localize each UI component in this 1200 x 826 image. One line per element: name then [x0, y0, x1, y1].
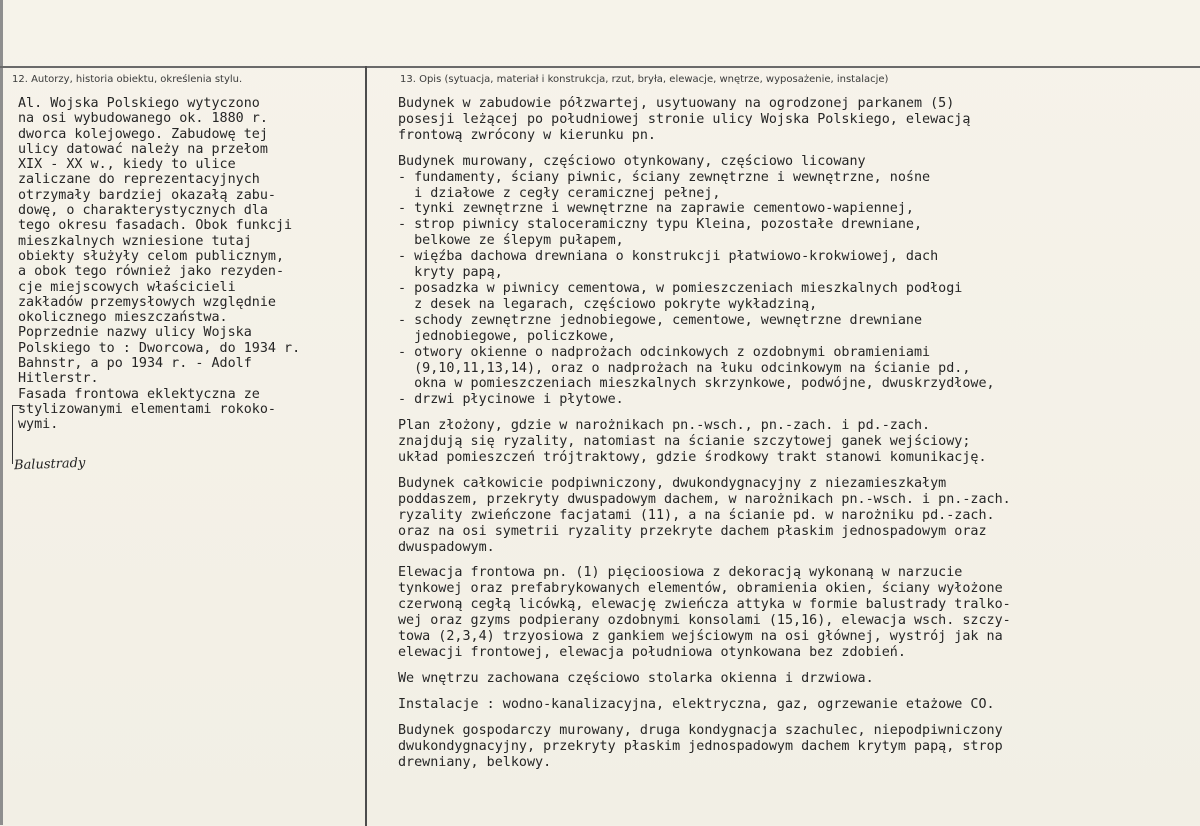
description-line: jednobiegowe, policzkowe, — [398, 328, 616, 344]
handwritten-bracket — [12, 405, 22, 464]
description-line: - schody zewnętrzne jednobiegowe, cementowe, wewnętrzne drewniane — [398, 312, 923, 328]
history-line: otrzymały bardziej okazałą zabu- — [18, 187, 276, 203]
description-line: - więźba dachowa drewniana o konstrukcji płatwiowo-krokwiowej, dach — [398, 249, 939, 265]
description-line: Budynek całkowicie podpiwniczony, dwukondygnacyjny z niezamieszkałym — [398, 475, 947, 491]
description-line: elewacji frontowej, elewacja południowa otynkowana bez zdobień. — [398, 645, 906, 660]
description-line: - tynki zewnętrzne i wewnętrzne na zaprawie cementowo-wapiennej, — [398, 201, 914, 217]
history-line: Bahnstr, a po 1934 r. - Adolf — [18, 356, 252, 372]
description-line: czerwoną cegłą licówką, elewację zwieńcza attyka w formie balustrady tralko- — [398, 597, 1011, 613]
description-line: poddaszem, przekryty dwuspadowym dachem, w narożnikach pn.-wsch. i pn.-zach. — [398, 491, 1011, 507]
history-line: zakładów przemysłowych względnie — [18, 294, 276, 310]
description-line: - posadzka w piwnicy cementowa, w pomieszczeniach mieszkalnych podłogi — [398, 280, 963, 296]
description-line: - fundamenty, ściany piwnic, ściany zewnętrzne i wewnętrzne, nośne — [398, 169, 931, 185]
history-line: obiekty służyły celom publicznym, — [18, 248, 285, 264]
history-line: Fasada frontowa eklektyczna ze — [18, 386, 260, 402]
description-paragraph — [398, 723, 1168, 771]
description-paragraph — [398, 96, 1168, 144]
description-line: - strop piwnicy staloceramiczny typu Kleina, pozostałe drewniane, — [398, 217, 923, 233]
history-line: Al. Wojska Polskiego wytyczono — [18, 96, 260, 111]
description-text — [398, 96, 1168, 780]
description-line: kryty papą, — [398, 265, 503, 281]
description-line: z desek na legarach, częściowo pokryte wykładziną, — [398, 296, 818, 312]
description-line: dwuspadowym. — [398, 539, 495, 555]
description-line: frontową zwrócony w kierunku pn. — [398, 127, 656, 143]
description-line: dwukondygnacyjny, przekryty płaskim jednospadowym dachem krytym papą, strop — [398, 738, 1003, 754]
history-line: tego okresu fasadach. Obok funkcji — [18, 218, 293, 234]
description-line: układ pomieszczeń trójtraktowy, gdzie środkowy trakt stanowi komunikację. — [398, 450, 987, 466]
description-line: ryzality zwieńczone facjatami (11), a na ścianie pd. w narożniku pd.-zach. — [398, 507, 995, 523]
column-divider — [365, 66, 367, 826]
description-paragraph — [398, 565, 1168, 660]
history-line: Poprzednie nazwy ulicy Wojska — [18, 325, 252, 341]
header-description: 13. Opis (sytuacja, materiał i konstrukcja, rzut, bryła, elewacje, wnętrze, wyposażenie, instalacje) — [400, 74, 889, 85]
history-line: na osi wybudowanego ok. 1880 r. — [18, 111, 268, 127]
description-line: Instalacje : wodno-kanalizacyjna, elektryczna, gaz, ogrzewanie etażowe CO. — [398, 696, 995, 712]
history-line: dowę, o charakterystycznych dla — [18, 203, 268, 219]
description-line: Plan złożony, gdzie w narożnikach pn.-wsch., pn.-zach. i pd.-zach. — [398, 418, 931, 434]
description-line: towa (2,3,4) trzyosiowa z gankiem wejściowym na osi głównej, wystrój jak na — [398, 629, 1003, 645]
header-rule — [0, 66, 1200, 68]
history-line: cje miejscowych właścicieli — [18, 279, 236, 295]
description-line: znajdują się ryzality, natomiast na ścianie szczytowej ganek wejściowy; — [398, 434, 971, 450]
description-line: - otwory okienne o nadprożach odcinkowych z ozdobnymi obramieniami — [398, 344, 931, 360]
description-line: Budynek gospodarczy murowany, druga kondygnacja szachulec, niepodpiwniczony — [398, 722, 1003, 738]
history-line: mieszkalnych wzniesione tutaj — [18, 233, 252, 249]
description-paragraph — [398, 671, 1168, 687]
description-line: posesji leżącej po południowej stronie ulicy Wojska Polskiego, elewacją — [398, 111, 971, 127]
history-line: dworca kolejowego. Zabudowę tej — [18, 126, 268, 142]
description-paragraph — [398, 418, 1168, 466]
history-line: okolicznego mieszczaństwa. — [18, 310, 228, 326]
description-paragraph — [398, 154, 1168, 409]
card-left-edge — [0, 0, 3, 825]
description-paragraph — [398, 697, 1168, 713]
history-line: XIX - XX w., kiedy to ulice — [18, 157, 236, 173]
description-paragraph — [398, 476, 1168, 556]
description-line: We wnętrzu zachowana częściowo stolarka okienna i drzwiowa. — [398, 670, 874, 686]
history-line: wymi. — [18, 417, 59, 433]
description-line: okna w pomieszczeniach mieszkalnych skrzynkowe, podwójne, dwuskrzydłowe, — [398, 376, 995, 392]
handwritten-note: Balustrady — [13, 455, 86, 474]
history-text — [18, 96, 363, 433]
description-line: (9,10,11,13,14), oraz o nadprożach na łuku odcinkowym na ścianie pd., — [398, 360, 971, 376]
history-line: Polskiego to : Dworcowa, do 1934 r. — [18, 340, 301, 356]
history-line: ulicy datować należy na przełom — [18, 141, 268, 157]
description-line: wej oraz gzyms podpierany ozdobnymi konsolami (15,16), elewacja wsch. szczy- — [398, 613, 1011, 629]
description-line: Budynek murowany, częściowo otynkowany, częściowo licowany — [398, 153, 866, 169]
description-line: drewniany, belkowy. — [398, 754, 552, 770]
history-line: Hitlerstr. — [18, 371, 99, 387]
description-line: belkowe ze ślepym pułapem, — [398, 233, 624, 249]
history-line: stylizowanymi elementami rokoko- — [18, 401, 276, 417]
description-line: Elewacja frontowa pn. (1) pięcioosiowa z dekoracją wykonaną w narzucie — [398, 565, 963, 581]
header-authors-history: 12. Autorzy, historia obiektu, określenia stylu. — [12, 74, 243, 85]
description-line: Budynek w zabudowie półzwartej, usytuowany na ogrodzonej parkanem (5) — [398, 96, 955, 111]
history-line: zaliczane do reprezentacyjnych — [18, 172, 260, 188]
description-line: i działowe z cegły ceramicznej pełnej, — [398, 185, 721, 201]
description-line: oraz na osi symetrii ryzality przekryte dachem płaskim jednospadowym oraz — [398, 523, 987, 539]
description-line: tynkowej oraz prefabrykowanych elementów, obramienia okien, ściany wyłożone — [398, 581, 1003, 597]
description-line: - drzwi płycinowe i płytowe. — [398, 392, 624, 408]
history-line: a obok tego również jako rezyden- — [18, 264, 285, 280]
